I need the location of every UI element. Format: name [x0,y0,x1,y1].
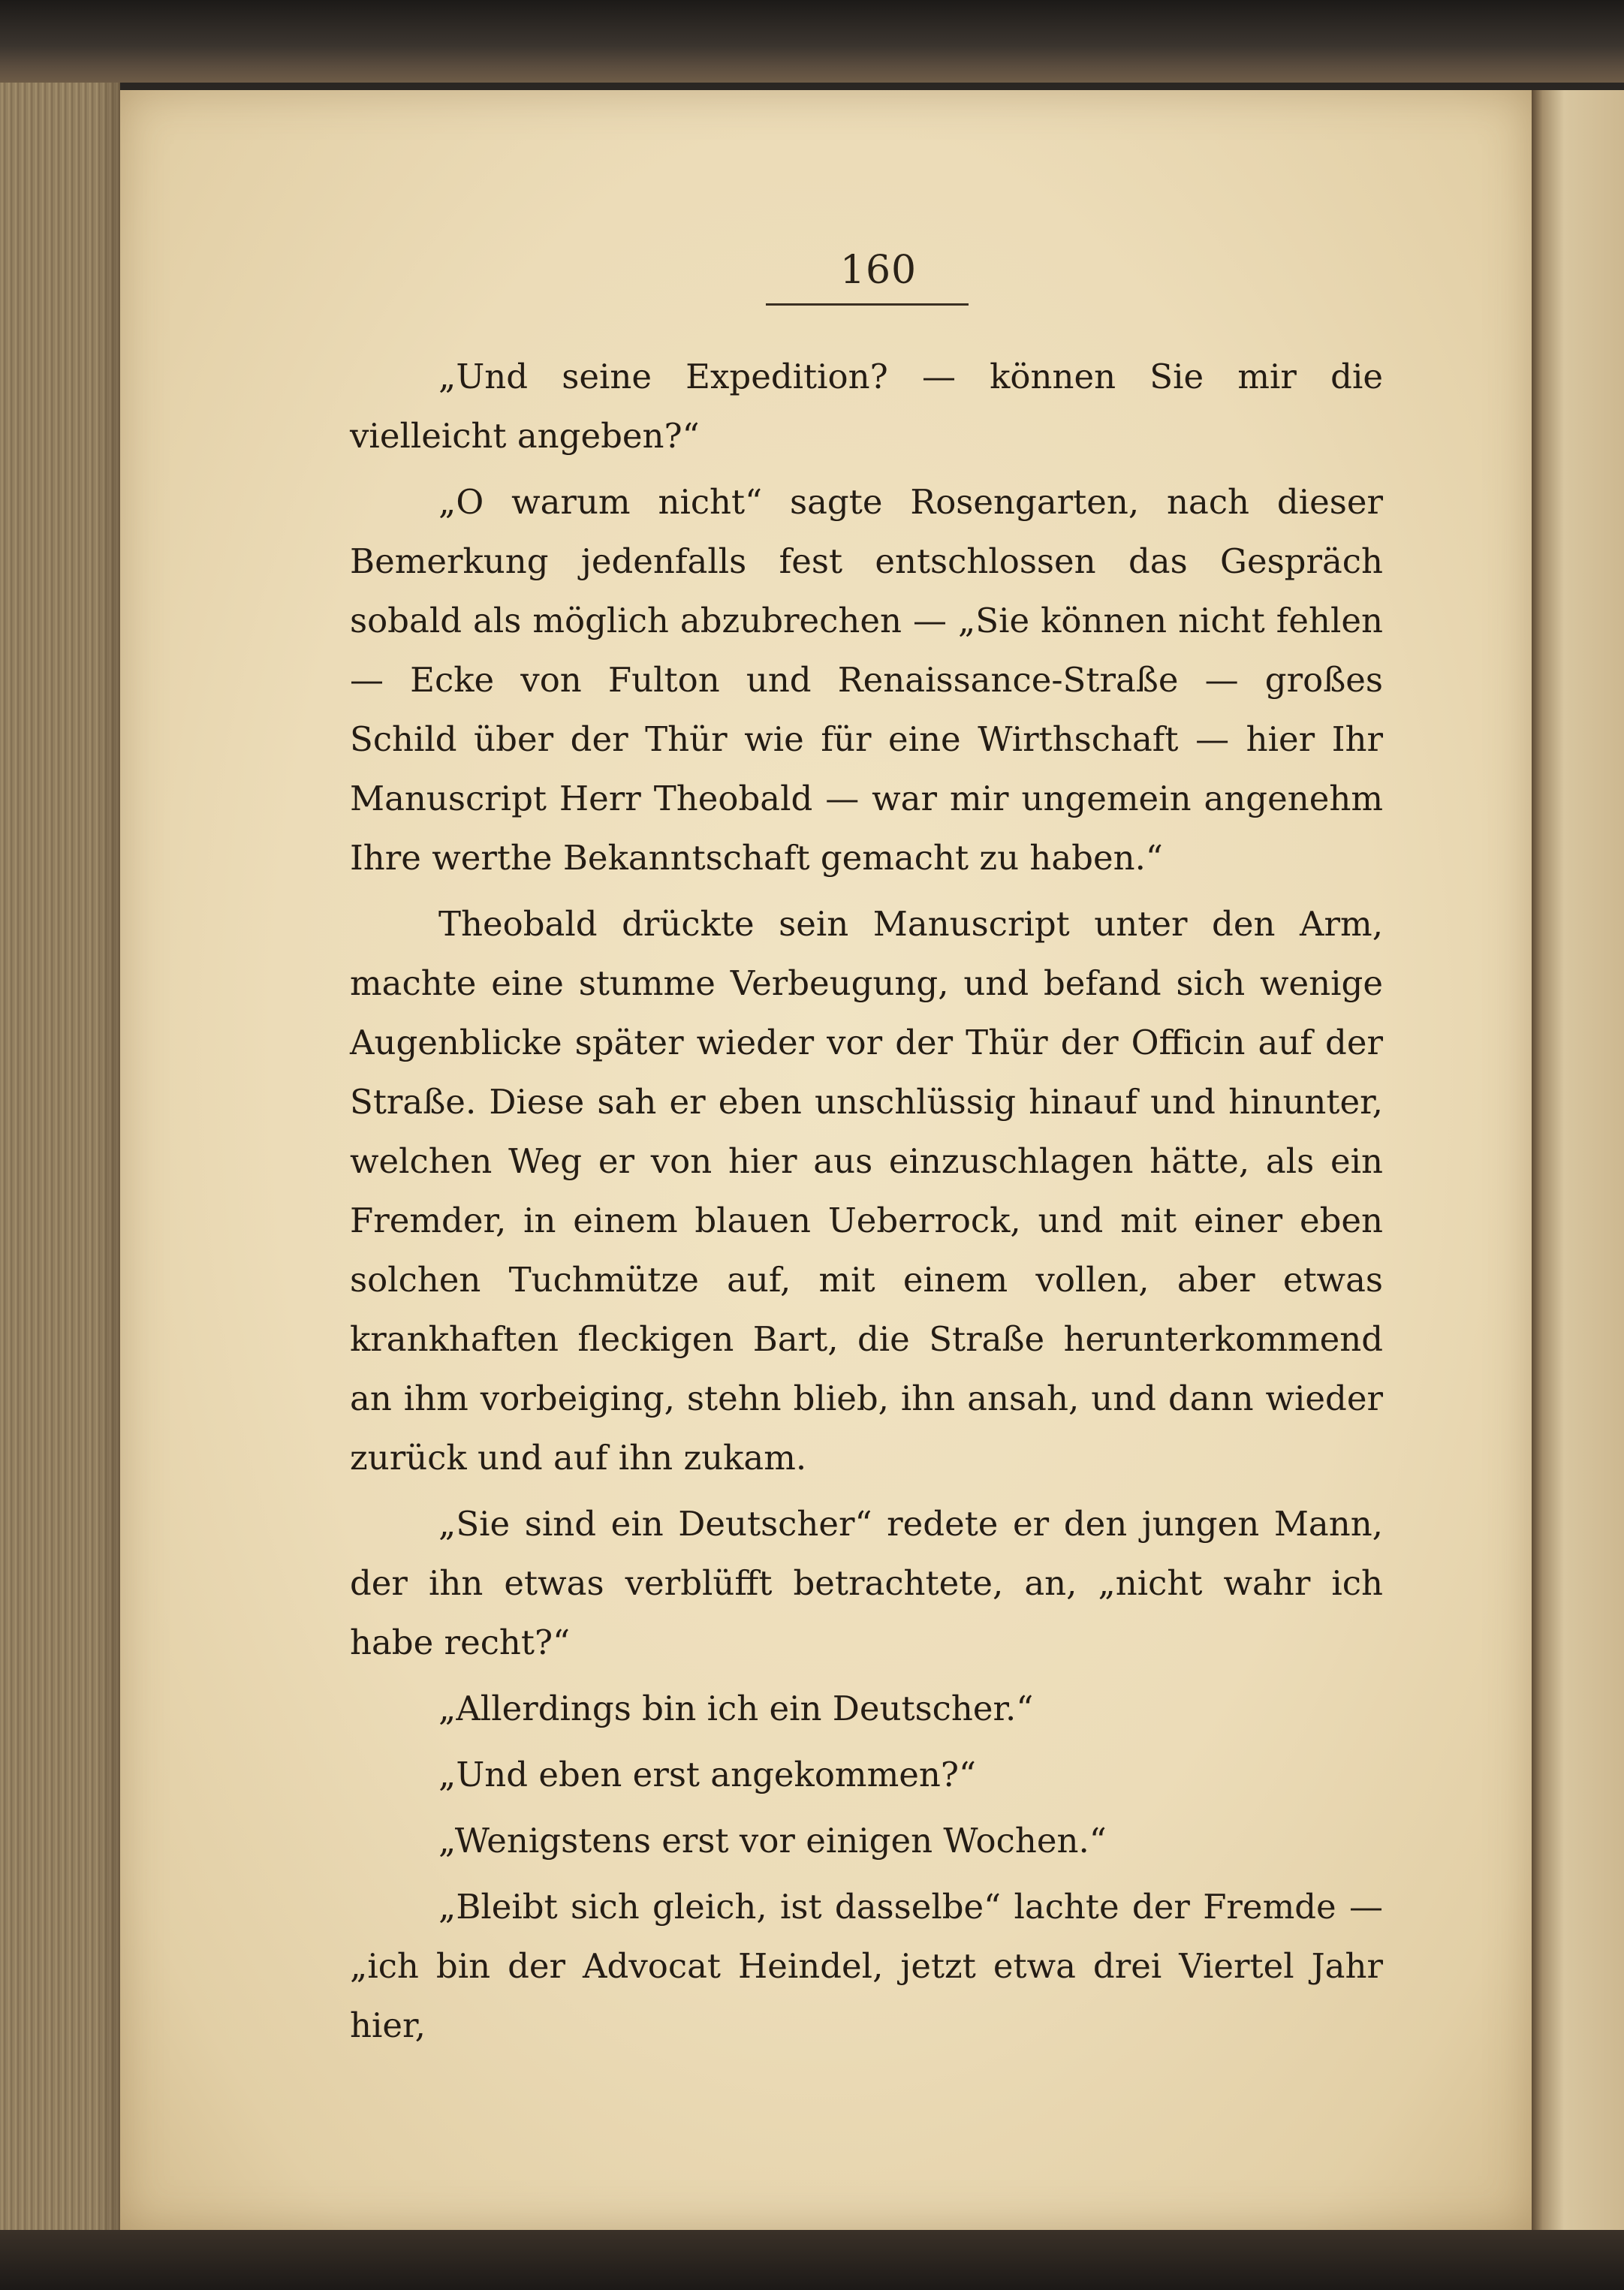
paragraph-3: Theobald drückte sein Manuscript unter den Arm, machte eine stumme Verbeugung, und befand sich wenige Augenblicke später wieder vor der Thür der Officin auf der Straße. Diese sah er eben unschlüssig hinauf und hinunter, welchen Weg er von hier aus einzuschlagen hätte, als ein Fremder, in einem blauen Ueberrock, und mit einer eben solchen Tuchmütze auf, mit einem vollen, aber etwas krankhaften fleckigen Bart, die Straße herunterkommend an ihm vorbeiging, stehn blieb, ihn ansah, und dann wieder zurück und auf ihn zukam. [350,904,1383,1478]
paragraph-8: „Bleibt sich gleich, ist dasselbe“ lachte der Fremde — „ich bin der Advocat Heindel, jetzt etwa drei Viertel Jahr hier, [350,1887,1383,2045]
page-number: 160 [839,248,917,293]
paragraph-5: „Allerdings bin ich ein Deutscher.“ [438,1689,1034,1728]
page-number-rule [766,303,969,306]
paragraph-1: „Und seine Expedition? — können Sie mir die vielleicht angeben?“ [350,357,1383,456]
paragraph-2: „O warum nicht“ sagte Rosengarten, nach dieser Bemerkung jedenfalls fest entschlossen das Gespräch sobald als möglich abzubrechen — „Sie können nicht fehlen — Ecke von Fulton und Renaissance-Straße — großes Schild über der Thür wie für eine Wirthschaft — hier Ihr Manuscript Herr Theobald — war mir ungemein angenehm Ihre werthe Bekanntschaft gemacht zu haben.“ [350,482,1383,878]
paragraph-6: „Und eben erst angekommen?“ [438,1755,977,1794]
paragraph-7: „Wenigstens erst vor einigen Wochen.“ [438,1821,1107,1861]
body-text [350,347,1383,2062]
paragraph-4: „Sie sind ein Deutscher“ redete er den jungen Mann, der ihn etwas verblüfft betrachtete, an, „nicht wahr ich habe recht?“ [350,1504,1383,1662]
book-top-edge [0,0,1624,83]
page-stack-edge [0,83,120,2230]
facing-page-edge [1532,90,1624,2230]
book-bottom-edge [0,2230,1624,2290]
